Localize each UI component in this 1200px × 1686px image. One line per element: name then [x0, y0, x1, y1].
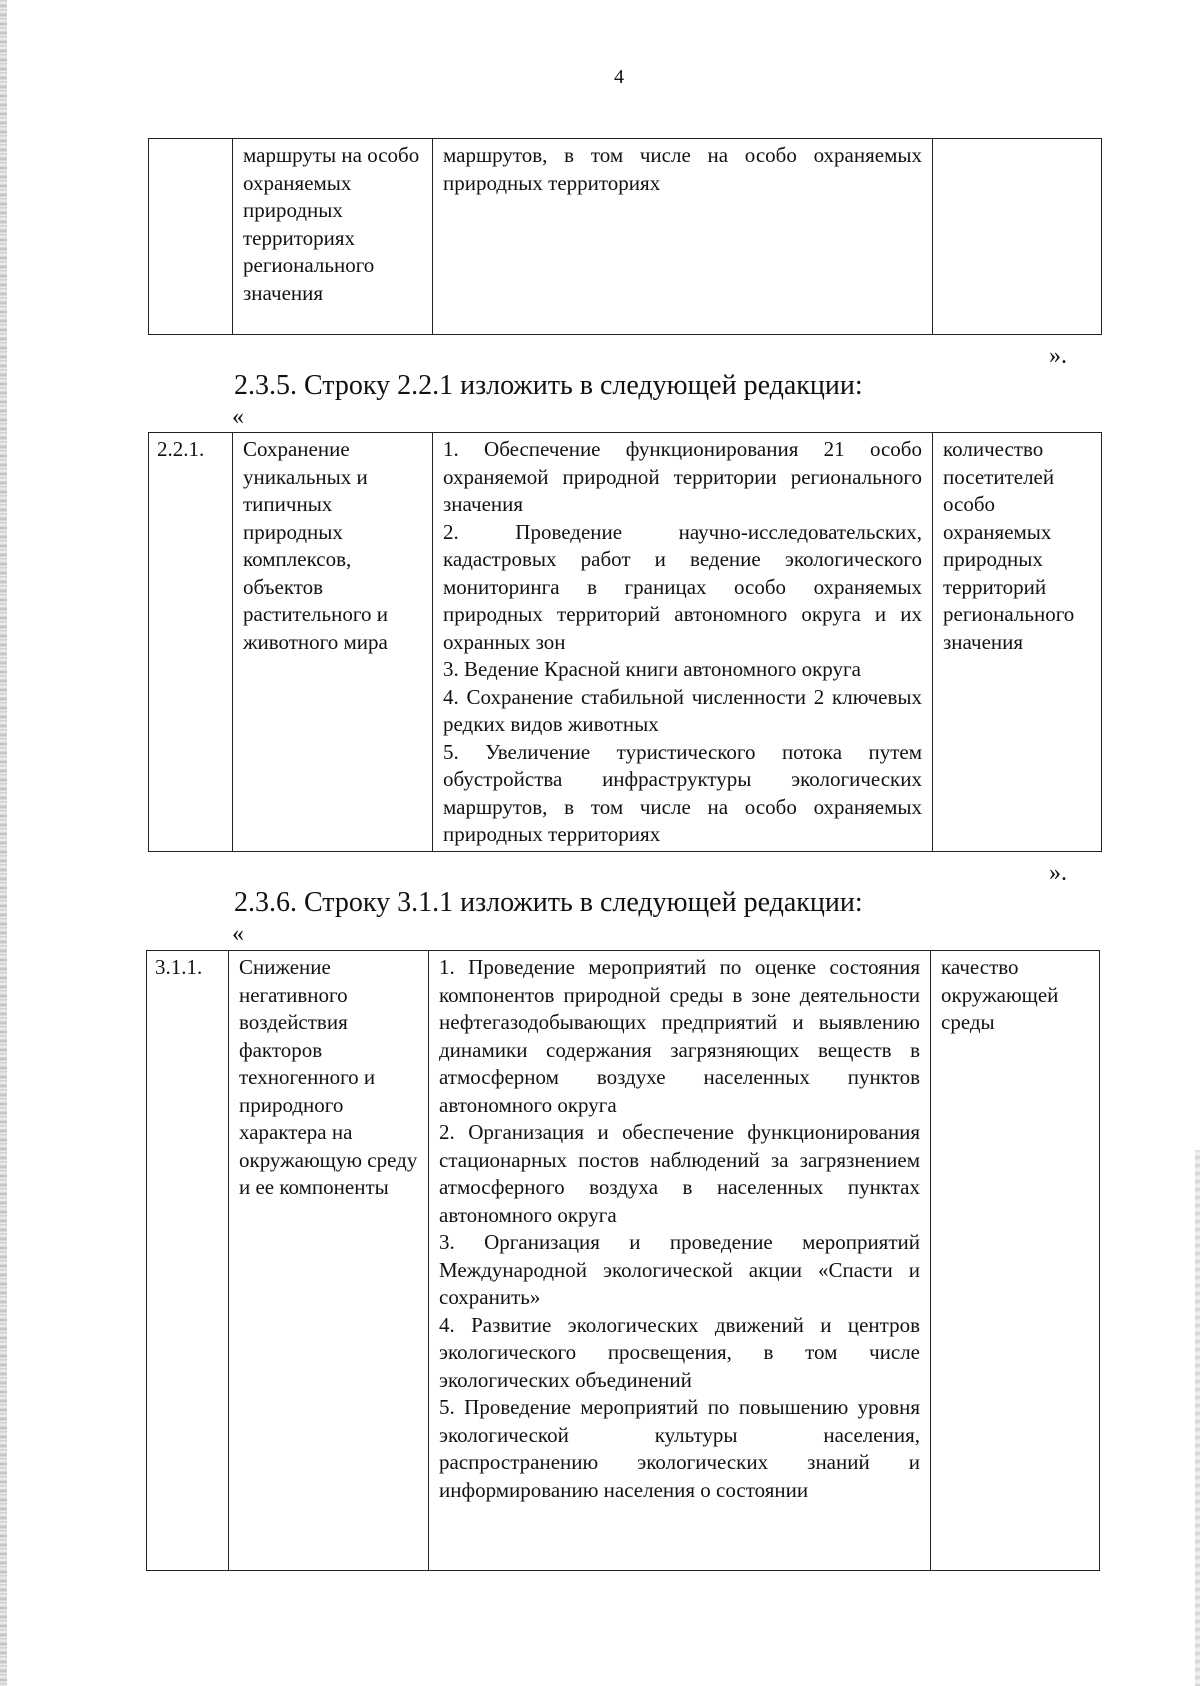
measure-item: 3. Организация и проведение мероприятий Международной экологической акции «Спасти и сохранить»: [439, 1230, 920, 1309]
measure-item: 4. Развитие экологических движений и центров экологического просвещения, в том числе экологических объединений: [439, 1312, 920, 1392]
section-heading: 2.3.6. Строку 3.1.1 изложить в следующей редакции:: [234, 887, 863, 918]
row-221-table: [148, 432, 1102, 852]
indicator-cell: количество посетителей особо охраняемых природных территорий регионального значения: [933, 433, 1102, 852]
table-row: [149, 433, 1102, 852]
section-heading: 2.3.5. Строку 2.2.1 изложить в следующей редакции:: [234, 370, 863, 401]
scan-edge-right: [1195, 1150, 1200, 1686]
measure-item: 1. Обеспечение функционирования 21 особо охраняемой природной территории регионального значения: [443, 437, 922, 516]
scan-edge-left: [0, 0, 7, 1686]
row-number-cell: 3.1.1.: [147, 951, 229, 1571]
measure-item: 2. Проведение научно-исследовательских, кадастровых работ и ведение экологического мониторинга в границах особо охраняемых природных территорий автономного округа и их охранных зон: [443, 519, 922, 654]
measure-item: 3. Ведение Красной книги автономного округа: [443, 657, 861, 681]
measure-item: маршрутов, в том числе на особо охраняемых природных территориях: [443, 143, 922, 195]
measures-cell: [433, 139, 933, 335]
measures-cell: [433, 433, 933, 852]
measure-item: 4. Сохранение стабильной численности 2 ключевых редких видов животных: [443, 684, 922, 736]
table-row: [149, 139, 1102, 335]
measure-item: 5. Проведение мероприятий по повышению уровня экологической культуры населения, распространению экологических знаний и информированию населения о состоянии: [439, 1395, 920, 1502]
row-311-table: [146, 950, 1100, 1571]
task-cell: Снижение негативного воздействия факторов техногенного и природного характера на окружающую среду и ее компоненты: [229, 951, 429, 1571]
opening-quote: «: [232, 404, 244, 430]
measures-cell: [429, 951, 931, 1571]
measure-item: 2. Организация и обеспечение функционирования стационарных постов наблюдений за загрязнением атмосферного воздуха в населенных пунктах автономного округа: [439, 1120, 920, 1227]
measure-item: 5. Увеличение туристического потока путем обустройства инфраструктуры экологических маршрутов, в том числе на особо охраняемых природных территориях: [443, 739, 922, 846]
row-number-cell: 2.2.1.: [149, 433, 233, 852]
closing-quote: ».: [1049, 343, 1067, 369]
task-cell: Сохранение уникальных и типичных природных комплексов, объектов растительного и животного мира: [233, 433, 433, 852]
continuation-table: [148, 138, 1102, 335]
indicator-cell: качество окружающей среды: [931, 951, 1100, 1571]
closing-quote: ».: [1049, 860, 1067, 886]
row-number-cell: [149, 139, 233, 335]
table-row: [147, 951, 1100, 1571]
indicator-cell: [933, 139, 1102, 335]
opening-quote: «: [232, 921, 244, 947]
task-cell: маршруты на особо охраняемых природных территориях регионального значения: [233, 139, 433, 335]
page-number: 4: [614, 66, 624, 88]
measure-item: 1. Проведение мероприятий по оценке состояния компонентов природной среды в зоне деятельности нефтегазодобывающих предприятий и выявлению динамики содержания загрязняющих веществ в атмосферном воздухе населенных пунктов автономного округа: [439, 955, 920, 1117]
